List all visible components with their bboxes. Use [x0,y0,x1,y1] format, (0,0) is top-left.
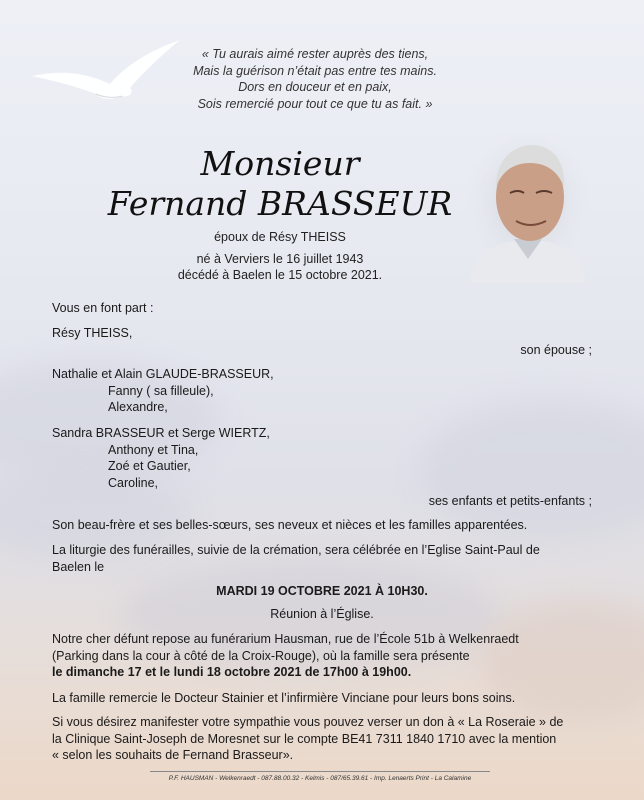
honorific: Monsieur [200,144,360,183]
family-group [52,425,270,491]
poem-line: Mais la guérison n’était pas entre tes mains. [193,63,437,78]
extended-family: Son beau-frère et ses belles-sœurs, ses neveux et nièces et les familles apparentées. [52,518,528,532]
deceased-name: Fernand BRASSEUR [107,184,453,223]
donation-line: la Clinique Saint-Joseph de Moresnet sur le compte BE41 7311 1840 1710 avec la mention [52,731,557,746]
visiting-hours: le dimanche 17 et le lundi 18 octobre 2021 de 17h00 à 19h00. [52,665,412,679]
birth-line: né à Verviers le 16 juillet 1943 [196,252,364,266]
liturgy-paragraph [52,542,592,575]
family-member: Zoé et Gautier, [108,459,191,473]
poem-line: « Tu aurais aimé rester auprès des tiens, [201,47,429,61]
rest-line: (Parking dans la cour à côté de la Croix-Rouge), où la famille sera présente [52,648,470,663]
printer-footer: P.F. HAUSMAN - Welkenraedt - 087.88.00.32 - Kelmis - 087/65.39.61 - Imp. Lenaerts Print - La Calamine [150,771,490,782]
family-member: Fanny ( sa filleule), [108,383,214,398]
poem-quote [160,46,470,112]
spouse-name: Résy THEISS, [52,326,133,340]
poem-line: Dors en douceur et en paix, [238,80,392,94]
poem-line: Sois remercié pour tout ce que tu as fait. » [197,96,433,111]
intro-text: Vous en font part : [52,301,154,315]
spouse-role: son épouse ; [520,343,592,357]
family-member: Caroline, [108,475,159,490]
family-member: Sandra BRASSEUR et Serge WIERTZ, [52,426,270,440]
rest-paragraph [52,631,592,681]
funeral-date: MARDI 19 OCTOBRE 2021 À 10H30. [216,584,428,598]
children-role: ses enfants et petits-enfants ; [428,494,592,508]
portrait-photo [466,135,590,283]
liturgy-line: Baelen le [52,559,105,574]
donation-line: Si vous désirez manifester votre sympathie vous pouvez verser un don à « La Roseraie » de [52,715,564,729]
liturgy-line: La liturgie des funérailles, suivie de la crémation, sera célébrée en l’Eglise Saint-Paul de [52,543,540,557]
rest-line: Notre cher défunt repose au funérarium Hausman, rue de l’École 51b à Welkenraedt [52,632,519,646]
death-line: décédé à Baelen le 15 octobre 2021. [177,268,383,282]
spouse-line: époux de Résy THEISS [214,230,346,244]
donation-line: « selon les souhaits de Fernand Brasseur». [52,748,294,762]
family-group [52,366,274,416]
family-member: Anthony et Tina, [108,442,199,457]
donation-paragraph [52,714,592,764]
meeting-place: Réunion à l’Église. [270,607,374,621]
thanks-text: La famille remercie le Docteur Stainier et l’infirmière Vinciane pour leurs bons soins. [52,691,516,705]
family-member: Alexandre, [108,400,168,414]
family-member: Nathalie et Alain GLAUDE-BRASSEUR, [52,367,274,381]
